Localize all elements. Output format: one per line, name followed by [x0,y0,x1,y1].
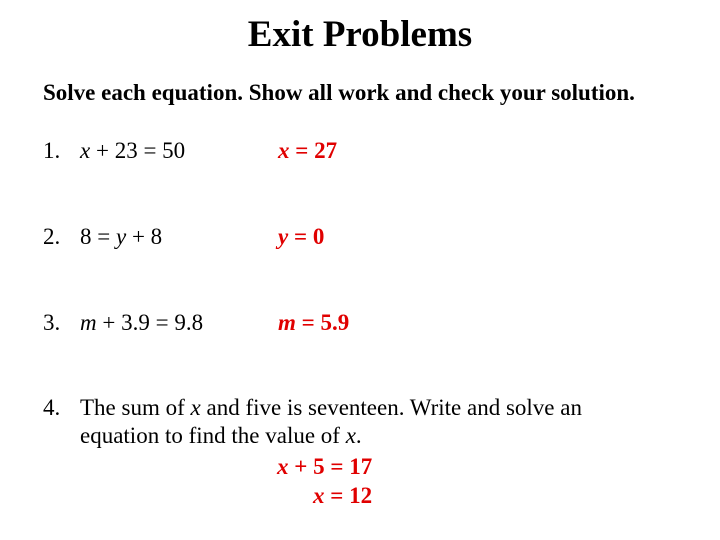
word-text: The sum of [80,395,191,420]
answer-1 [278,136,337,166]
word-variable: x [190,395,201,420]
answer-variable: x [278,138,290,163]
equation-text: + 8 [126,224,163,249]
answer-text: = 27 [289,138,338,163]
equation-variable: y [115,224,127,249]
instructions: Solve each equation. Show all work and check your solution. [43,80,635,105]
equation-variable: x [80,138,91,163]
problem-1 [43,136,185,166]
answer-variable: y [278,224,289,249]
answer-variable: x [277,454,289,479]
answer-text: = 12 [324,483,373,508]
page-title: Exit Problems [247,14,473,55]
equation-prefix: 8 = [80,224,116,249]
problem-number: 2. [43,224,61,249]
answer-text: + 5 = 17 [288,454,373,479]
problem-number: 3. [43,310,61,335]
answer-text: = 5.9 [295,310,350,335]
word-text: equation to find the value of [80,423,346,448]
word-problem-line-1 [43,393,582,423]
word-variable: x [345,423,356,448]
answer-text: = 0 [288,224,325,249]
problem-number: 1. [43,138,61,163]
equation-variable: m [80,310,97,335]
equation-text: + 23 = 50 [90,138,186,163]
answer-3 [278,308,349,338]
problem-3 [43,308,203,338]
problem-2 [43,222,162,252]
word-answer-solution [313,481,372,511]
answer-variable: x [313,483,325,508]
equation-text: + 3.9 = 9.8 [96,310,204,335]
answer-variable: m [278,310,296,335]
problem-number: 4. [43,395,61,420]
word-answer-equation [277,452,372,482]
word-problem-line-2 [80,421,362,451]
word-text: and five is seventeen. Write and solve an [200,395,582,420]
word-text: . [355,423,362,448]
answer-2 [278,222,324,252]
